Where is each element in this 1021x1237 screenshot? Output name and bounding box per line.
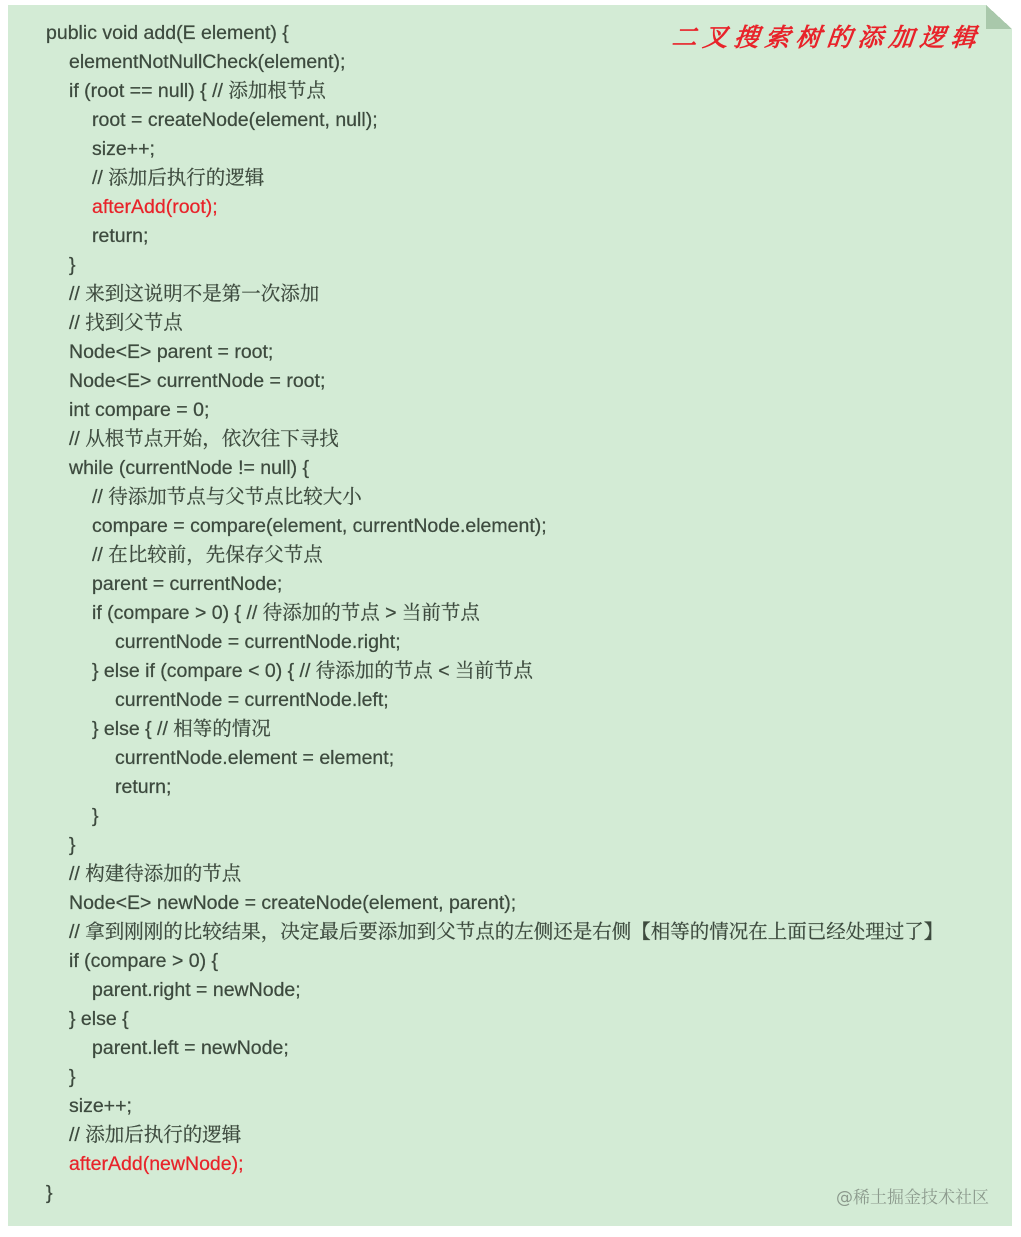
note-title: 二叉搜索树的添加逻辑 [670, 23, 984, 52]
code-line: // 拿到刚刚的比较结果，决定最后要添加到父节点的左侧还是右侧【相等的情况在上面已经处理过了】 [69, 921, 944, 943]
code-line: root = createNode(element, null); [92, 109, 378, 131]
code-line: } else { // 相等的情况 [92, 718, 271, 740]
code-line-highlighted: afterAdd(newNode); [69, 1153, 244, 1175]
code-line: } else { [69, 1008, 129, 1030]
code-line: } [92, 805, 99, 827]
code-line: while (currentNode != null) { [69, 457, 310, 479]
code-line: parent.right = newNode; [92, 979, 301, 1001]
code-line: // 找到父节点 [69, 312, 183, 334]
code-line: compare = compare(element, currentNode.element); [92, 515, 547, 537]
code-line: size++; [69, 1095, 132, 1117]
code-line: parent = currentNode; [92, 573, 283, 595]
code-line: public void add(E element) { [46, 22, 289, 44]
code-line: if (compare > 0) { // 待添加的节点 > 当前节点 [92, 602, 480, 624]
code-line: if (root == null) { // 添加根节点 [69, 80, 326, 102]
code-line-highlighted: afterAdd(root); [92, 196, 218, 218]
code-line: currentNode = currentNode.right; [115, 631, 401, 653]
code-line: currentNode.element = element; [115, 747, 395, 769]
code-line: } [46, 1182, 53, 1204]
code-line: currentNode = currentNode.left; [115, 689, 389, 711]
code-line: Node<E> currentNode = root; [69, 370, 326, 392]
code-line: Node<E> newNode = createNode(element, parent); [69, 892, 517, 914]
code-line: // 构建待添加的节点 [69, 863, 242, 885]
code-line: // 从根节点开始，依次往下寻找 [69, 428, 339, 450]
code-line: size++; [92, 138, 155, 160]
code-line: // 添加后执行的逻辑 [69, 1124, 242, 1146]
code-line: Node<E> parent = root; [69, 341, 274, 363]
folded-corner [986, 5, 1012, 29]
code-line: int compare = 0; [69, 399, 210, 421]
code-line: } [69, 254, 76, 276]
code-line: } [69, 1066, 76, 1088]
code-line: } else if (compare < 0) { // 待添加的节点 < 当前节点 [92, 660, 534, 682]
code-line: // 来到这说明不是第一次添加 [69, 283, 320, 305]
code-line: return; [92, 225, 149, 247]
code-line: } [69, 834, 76, 856]
code-line: return; [115, 776, 172, 798]
code-line: // 待添加节点与父节点比较大小 [92, 486, 362, 508]
code-line: // 在比较前，先保存父节点 [92, 544, 323, 566]
code-line: parent.left = newNode; [92, 1037, 289, 1059]
watermark: @稀土掘金技术社区 [836, 1188, 989, 1208]
code-line: // 添加后执行的逻辑 [92, 167, 265, 189]
code-line: elementNotNullCheck(element); [69, 51, 346, 73]
code-line: if (compare > 0) { [69, 950, 219, 972]
